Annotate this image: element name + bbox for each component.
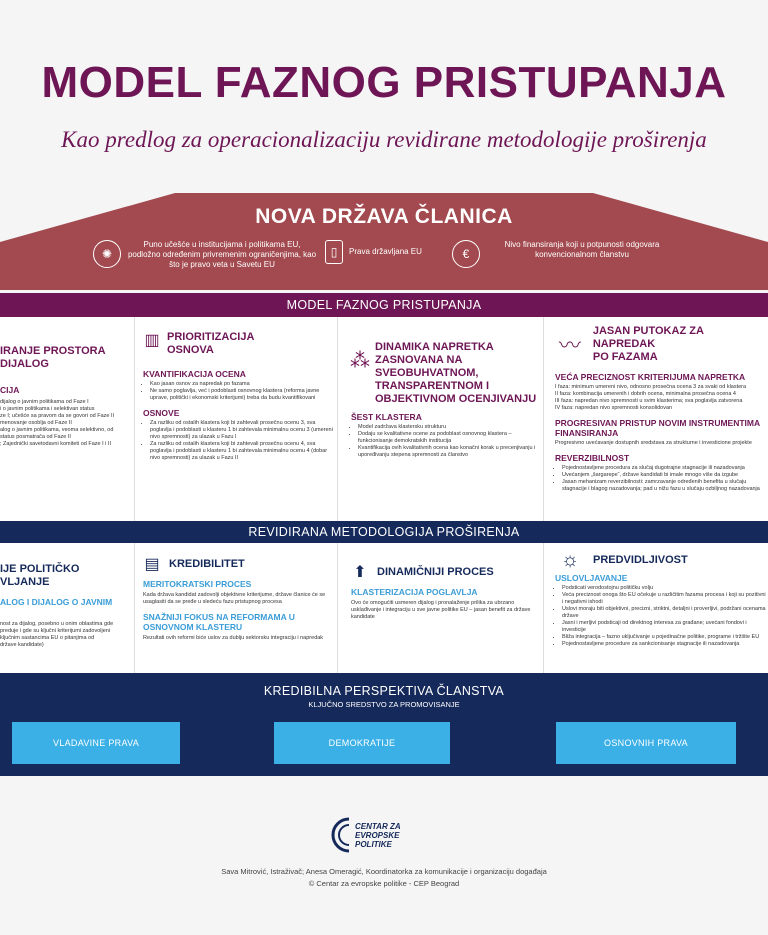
telescope-icon: ☼ bbox=[560, 548, 580, 571]
roof-title: NOVA DRŽAVA ČLANICA bbox=[255, 205, 513, 228]
col-section: KLASTERIZACIJA POGLAVLJA bbox=[351, 587, 478, 597]
rocket-icon: ⬆ bbox=[353, 564, 367, 581]
col-political-steering bbox=[0, 543, 135, 693]
col-section: PROGRESIVAN PRISTUP NOVIM INSTRUMENTIMA FINANSIRANJA bbox=[555, 418, 760, 438]
col-bullets: • Pojednostavljene procedura za slučaj dugotrajne stagnacije ili nazadovanja • Uvećanjem „šargarepe“, države kandidati bi imale mnogo više da izgube • Jasan mehanizam reverzibilnosti: zamrzavanje određenih benefita u slučaju stagnacije i blagog nazadovanja; pad u nižu fazu u slučaju ozbiljnog nazadovanja bbox=[555, 465, 768, 493]
col-section: MERITOKRATSKI PROCES bbox=[143, 579, 252, 589]
columns-icon: ▥ bbox=[144, 332, 160, 349]
col-text: I faza: minimum umereni nivo, odnosno prosečna ocena 3 za svaki od klastera II faza: kombinacija umerenih i dobrih ocena, minimalna prosečna ocena 4 III faza: napredan nivo spremnosti u svim klasterima; sva poglavlja zatvorena IV faza: napredan nivo spremnosti konsolidovan bbox=[555, 384, 747, 411]
col-institutions bbox=[0, 317, 135, 549]
page-subtitle: Kao predlog za operacionalizaciju revidirane metodologije proširenja bbox=[61, 127, 707, 152]
col-section: REVERZIBILNOST bbox=[555, 453, 630, 463]
col-roadmap bbox=[545, 317, 768, 521]
col-title: DINAMIKA NAPRETKA ZASNOVANA NA SVEOBUHVATNOM, TRANSPARENTNOM I OBJEKTIVNOM OCENJIVANJU bbox=[375, 341, 537, 405]
col-credibility bbox=[135, 543, 338, 673]
document-icon: ▤ bbox=[144, 556, 160, 573]
passport-icon: ▯ bbox=[325, 240, 343, 264]
col-predictability bbox=[545, 543, 768, 673]
roof-item-text: Nivo finansiranja koji u potpunosti odgovara konvencionalnom članstvu bbox=[504, 240, 660, 259]
molecule-icon: ⁂ bbox=[350, 349, 370, 372]
col-section: SNAŽNIJI FOKUS NA REFORMAMA U OSNOVNOM KLASTERU bbox=[143, 612, 295, 632]
col-text: Kada država kandidat zadovolji objektivne kriterijume, države članice će se usaglasiti da se pređe u sledeću fazu pristupnog procesa bbox=[143, 592, 326, 605]
foundation-subtitle: KLJUČNO SREDSTVO ZA PROMOVISANJE bbox=[308, 700, 460, 709]
euro-icon: € bbox=[452, 240, 480, 268]
col-section: ŠEST KLASTERA bbox=[351, 412, 422, 422]
roof-item-text: Puno učešće u institucijama i politikama EU, podložno određenim privremenim ograničenjima, kao što je pravo veta u Savetu EU bbox=[127, 240, 317, 269]
cep-logo-text: CENTAR ZA EVROPSKE POLITIKE bbox=[355, 821, 401, 849]
col-text: Rezultati ovih reformi biće uslov za dublju sektorsku integraciju i napredak bbox=[143, 635, 324, 641]
col-section: OSNOVE bbox=[143, 408, 180, 418]
row-revised-methodology bbox=[0, 543, 768, 673]
col-title: KREDIBILITET bbox=[169, 557, 245, 570]
col-section: KVANTIFIKACIJA OCENA bbox=[143, 369, 246, 379]
network-icon: ✺ bbox=[93, 240, 121, 268]
col-bullets: • Model zadržava klastersku strukturu • Dodaju se kvalitativne ocene za podoblast osnovnog klastera – funkcionisanje demokratskih institucija • Kvantifikacija ovih kvalitativnih ocena kao konačni korak u precenjivanju i upoređivanju stepena spremnosti za članstvo bbox=[351, 424, 543, 459]
col-dynamics bbox=[339, 317, 544, 521]
col-bullets: • Za razliku od ostalih klastera koji bi zahtevali prosečnu ocenu 3, sva poglavlja i podoblasti u klasteru 1 bi zahtevala minimalnu ocenu 3 (umereni nivo spremnosti) za ulazak u Fazu I • Za razliku od ostalih klastera koji bi zahtevali prosečnu ocenu 4, sva poglavlja i podoblasti u klasteru 1 bi zahtevala minimalnu ocenu 4 (dobar nivo spremnosti) za ulazak u Fazu II bbox=[143, 420, 337, 462]
pillar-rule-of-law: VLADAVINE PRAVA bbox=[12, 722, 180, 764]
col-section: USLOVLJAVANJE bbox=[555, 573, 628, 583]
col-title: PREDVIDLJIVOST bbox=[593, 553, 688, 566]
copyright: © Centar za evropske politike - CEP Beograd bbox=[308, 879, 460, 888]
pillar-democracy: DEMOKRATIJE bbox=[274, 722, 450, 764]
col-prioritization bbox=[135, 317, 338, 521]
col-bullets: • Kao jasan osnov za napredak po fazama • Ne samo poglavlja, već i podoblasti osnovnog klastera (reforma javne uprave, politički i ekonomski kriterijumi) treba da budu kvantifikovani bbox=[143, 381, 337, 402]
col-title: IRANJE PROSTORA DIJALOG bbox=[0, 345, 106, 370]
col-section: CIJA bbox=[0, 385, 20, 395]
col-title: IJE POLITIČKO VLJANJE bbox=[0, 563, 80, 588]
col-text: nost za dijalog, posebno u onim oblastima gde preduje i gde su ključni kriterijumi zadovoljeni ključnim sastancima EU o pitanjima od države kandidate) bbox=[0, 621, 114, 648]
col-text: Progresivno uvećavanje dostupnih sredstava za strukturne i investicione projekte bbox=[555, 440, 752, 446]
row-phased-model bbox=[0, 317, 768, 521]
col-text: Ovo će omogućiti usmeren dijalog i pronalaženje prilika za ubrzano usklađivanje i integraciju u sve javne politike EU – jasan benefit za države kandidate bbox=[351, 600, 531, 620]
col-title: PRIORITIZACIJA OSNOVA bbox=[167, 331, 255, 356]
col-section: VEĆA PRECIZNOST KRITERIJUMA NAPRETKA bbox=[555, 372, 746, 382]
pillar-fundamental-rights: OSNOVNIH PRAVA bbox=[556, 722, 736, 764]
cep-logo-mark bbox=[329, 816, 351, 854]
roof-item-text: Prava državljana EU bbox=[349, 247, 422, 256]
credits: Sava Mitrović, Istraživač; Anesa Omeragić, Koordinatorka za komunikacije i organizaciju događaja bbox=[221, 867, 547, 876]
roof-item-institutions bbox=[93, 240, 318, 270]
col-title: JASAN PUTOKAZ ZA NAPREDAK PO FAZAMA bbox=[592, 325, 704, 363]
col-section: ALOG I DIJALOG O JAVNIM bbox=[0, 597, 113, 607]
road-icon: 〰 bbox=[558, 333, 581, 358]
roof-item-citizenship bbox=[325, 240, 425, 264]
col-text: dijalog o javnim politikama od Faze I i o javnim politikama i selektivan status ze I; učešće sa pravom da se govori od Faze II menovanje osoblja od Faze II alog o javnim politikama, veoma selektivno, od status posmatrača od Faze II ; Zajednički savetodavni komiteti od Faze I i II bbox=[0, 399, 115, 447]
col-dynamic-process bbox=[339, 543, 544, 673]
col-title: DINAMIČNIJI PROCES bbox=[377, 565, 494, 578]
col-bullets: • Podsticati verodostojnu političku volju • Veća preciznost onoga što EU očekuje u različitim fazama procesa i koji su pozitivni i negativni ishodi • Uslovi moraju biti objektivni, precizni, striktni, detaljni i proverljivi, podržani ocenama države • Jasni i merljivi podsticaji od direktnog interesa za građane; uvećani fondovi i investicije • Bliža integracija – fazno uključivanje u pojedinačne politike, programe i tržište EU • Pojednostavljene procedure za sankcionisanje stagnacije ili nazadovanja bbox=[555, 585, 768, 648]
page-title: MODEL FAZNOG PRISTUPANJA bbox=[41, 58, 727, 107]
band-phased-model: MODEL FAZNOG PRISTUPANJA bbox=[0, 293, 768, 317]
cep-logo bbox=[329, 816, 401, 854]
foundation-title: KREDIBILNA PERSPEKTIVA ČLANSTVA bbox=[263, 684, 505, 698]
band-revised-methodology: REVIDIRANA METODOLOGIJA PROŠIRENJA bbox=[0, 521, 768, 543]
roof-item-funding bbox=[452, 240, 692, 268]
